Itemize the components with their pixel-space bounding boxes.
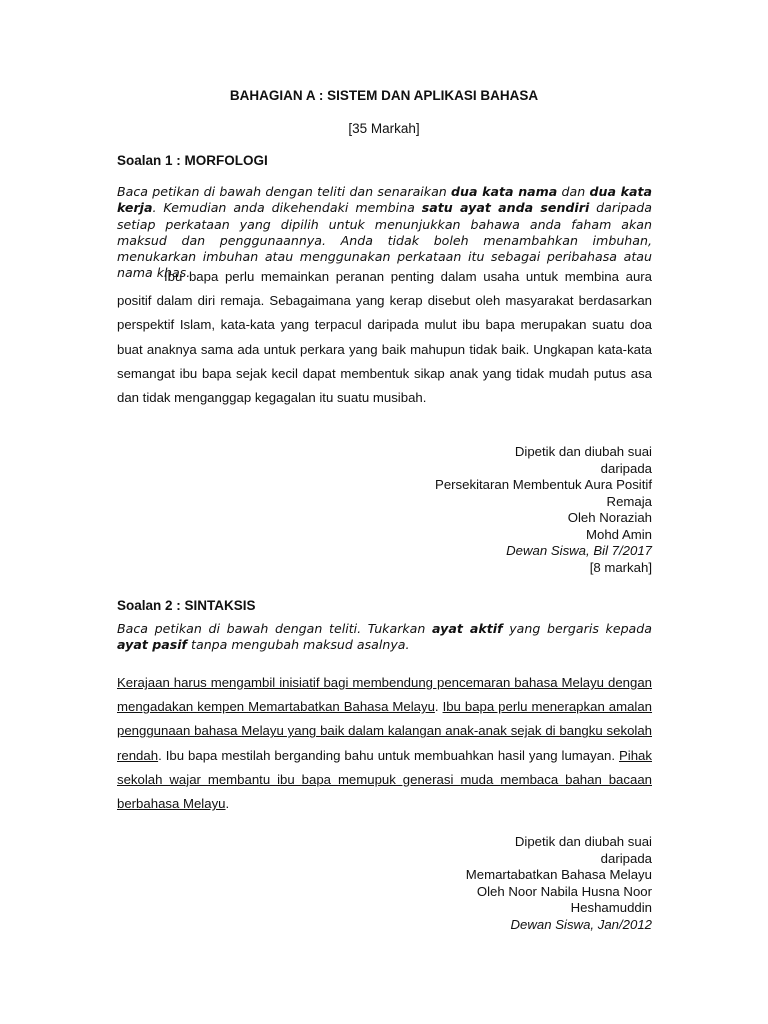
question-2-instruction	[117, 621, 652, 654]
citation-line: Remaja	[606, 493, 652, 509]
question-1-title: Soalan 1 : MORFOLOGI	[117, 153, 268, 168]
instruction-text: . Kemudian anda dikehendaki membina	[152, 200, 422, 216]
citation-line: Dipetik dan diubah suai	[514, 444, 652, 459]
citation-line: Memartabatkan Bahasa Melayu	[465, 867, 652, 882]
citation-line: Persekitaran Membentuk Aura Positif	[435, 477, 652, 492]
instruction-text: yang bergaris kepada	[502, 621, 652, 636]
underlined-active-sentence: Ibu bapa perlu menerapkan amalan penggunaan bahasa Melayu yang baik dalam kalangan anak-anak sejak di bangku sekolah rendah	[117, 699, 653, 763]
section-title: BAHAGIAN A : SISTEM DAN APLIKASI BAHASA	[229, 88, 539, 103]
instruction-text: Baca petikan di bawah dengan teliti dan senaraikan	[117, 184, 452, 199]
underlined-active-sentence: Pihak sekolah wajar membantu ibu bapa memupuk generasi muda membaca bahan bacaan berbahasa Melayu	[117, 747, 652, 812]
citation-line: Oleh Noor Nabila Husna Noor	[476, 883, 652, 899]
citation-line: Oleh Noraziah	[567, 510, 652, 525]
question-2-title: Soalan 2 : SINTAKSIS	[117, 598, 256, 613]
passage-text: . Ibu bapa mestilah berganding bahu untuk membuahkan hasil yang lumayan.	[158, 747, 619, 763]
instruction-text: dan	[557, 184, 590, 199]
instruction-bold: satu ayat anda sendiri	[421, 200, 590, 216]
citation-line: Dipetik dan diubah suai	[514, 834, 652, 849]
passage-text: .	[225, 796, 230, 812]
total-marks: [35 Markah]	[348, 121, 420, 136]
instruction-bold: dua kata nama	[451, 184, 558, 199]
passage-text: .	[434, 699, 443, 715]
instruction-bold: ayat pasif	[117, 637, 188, 653]
citation-line: Mohd Amin	[586, 526, 652, 542]
underlined-active-sentence: Kerajaan harus mengambil inisiatif bagi membendung pencemaran bahasa Melayu dengan mengadakan kempen Memartabatkan Bahasa Melayu	[117, 675, 652, 715]
instruction-bold: ayat aktif	[432, 621, 503, 636]
question-1-passage: Ibu bapa perlu memainkan peranan penting dalam usaha untuk membina aura positif dalam diri remaja. Sebagaimana yang kerap disebut oleh masyarakat berdasarkan perspektif Islam, kata-kata yang terpacul daripada mulut ibu bapa merupakan suatu doa buat anaknya sama ada untuk perkara yang baik mahupun tidak baik. Ungkapan kata-kata semangat ibu bapa sejak kecil dapat membentuk sikap anak yang tidak mudah putus asa dan tidak menganggap kegagalan itu suatu musibah.	[117, 269, 652, 406]
citation-source: Dewan Siswa, Jan/2012	[510, 916, 652, 932]
citation-line: daripada	[600, 850, 652, 866]
citation-source: Dewan Siswa, Bil 7/2017	[506, 543, 652, 558]
instruction-text: Baca petikan di bawah dengan teliti. Tukarkan	[117, 621, 433, 636]
instruction-text: daripada setiap perkataan yang dipilih untuk menunjukkan bahawa anda faham akan maksud dan penggunaannya. Anda tidak boleh menambahkan imbuhan, menukarkan imbuhan atau menggunakan perkataan itu sebagai peribahasa atau nama khas.	[117, 200, 652, 281]
question-1-citation	[435, 444, 652, 576]
instruction-text: tanpa mengubah maksud asalnya.	[187, 637, 410, 653]
instruction-bold: dua kata kerja	[117, 184, 652, 216]
question-1-marks: [8 markah]	[589, 559, 652, 575]
citation-line: daripada	[600, 460, 652, 476]
question-2-passage	[117, 671, 652, 816]
question-2-citation	[466, 834, 652, 933]
citation-line: Heshamuddin	[570, 900, 652, 915]
